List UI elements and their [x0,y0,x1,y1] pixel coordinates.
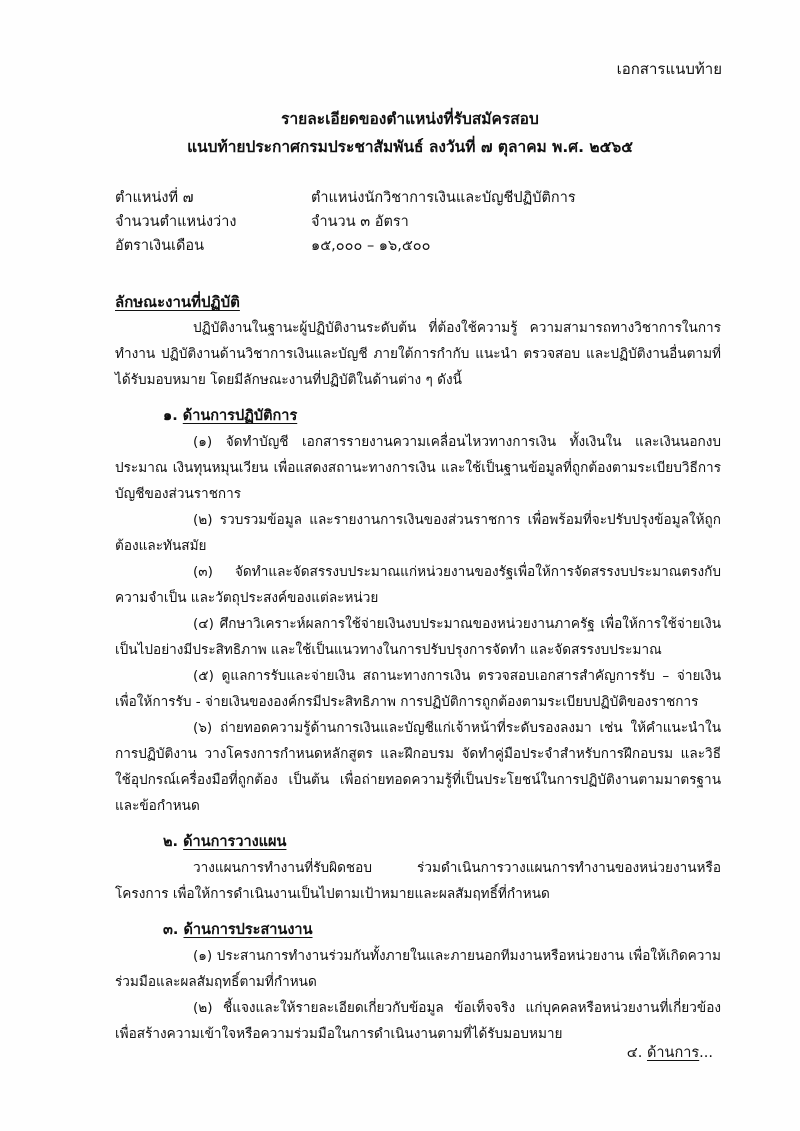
position-info-row [115,210,576,234]
list-item: วางแผนการทำงานที่รับผิดชอบ ร่วมดำเนินการวางแผนการทำงานของหน่วยงานหรือโครงการ เพื่อให้การดำเนินงานเป็นไปตามเป้าหมายและผลสัมฤทธิ์ที่กำหนด [115,860,721,902]
job-nature-heading: ลักษณะงานที่ปฏิบัติ [115,293,240,311]
list-item: (๖) ถ่ายทอดความรู้ด้านการเงินและบัญชีแก่เจ้าหน้าที่ระดับรองลงมา เช่น ให้คำแนะนำในการปฏิบัติงาน วางโครงการกำหนดหลักสูตร และฝึกอบรม จัดทำคู่มือประจำสำหรับการฝึกอบรม และวิธีใช้อุปกรณ์เครื่องมือที่ถูกต้อง เป็นต้น เพื่อถ่ายทอดความรู้ที่เป็นประโยชน์ในการปฏิบัติงานตามมาตรฐาน และข้อกำหนด [115,720,721,814]
continued-number: ๔. [626,1045,643,1061]
continued-next-page [627,1041,713,1064]
list-item: (๒) รวบรวมข้อมูล และรายงานการเงินของส่วนราชการ เพื่อพร้อมที่จะปรับปรุงข้อมูลให้ถูกต้องและทันสมัย [115,512,721,554]
section-heading-coordination [115,917,721,943]
salary-label: อัตราเงินเดือน [115,238,204,254]
document-subtitle: แนบท้ายประกาศกรมประชาสัมพันธ์ ลงวันที่ ๗ ตุลาคม พ.ศ. ๒๕๖๕ [187,138,633,156]
list-item: (๓) จัดทำและจัดสรรงบประมาณแก่หน่วยงานของรัฐเพื่อให้การจัดสรรงบประมาณตรงกับความจำเป็น และวัตถุประสงค์ของแต่ละหน่วย [115,564,721,606]
salary-range: ๑๕,๐๐๐ – ๑๖,๕๐๐ [311,238,431,254]
job-nature-intro: ปฏิบัติงานในฐานะผู้ปฏิบัติงานระดับต้น ที่ต้องใช้ความรู้ ความสามารถทางวิชาการในการทำงาน ปฏิบัติงานด้านวิชาการเงินและบัญชี ภายใต้การกำกับ แนะนำ ตรวจสอบ และปฏิบัติงานอื่นตามที่ได้รับมอบหมาย โดยมีลักษณะงานที่ปฏิบัติในด้านต่าง ๆ ดังนี้ [115,320,721,388]
list-item: (๕) ดูแลการรับและจ่ายเงิน สถานะทางการเงิน ตรวจสอบเอกสารสำคัญการรับ – จ่ายเงิน เพื่อให้การรับ - จ่ายเงินขององค์กรมีประสิทธิภาพ การปฏิบัติการถูกต้องตามระเบียบปฏิบัติของราชการ [115,668,721,710]
list-item: (๑) จัดทำบัญชี เอกสารรายงานความเคลื่อนไหวทางการเงิน ทั้งเงินใน และเงินนอกงบประมาณ เงินทุนหมุนเวียน เพื่อแสดงสถานะทางการเงิน และใช้เป็นฐานข้อมูลที่ถูกต้องตามระเบียบวิธีการบัญชีของส่วนราชการ [115,434,721,502]
document-title: รายละเอียดของตำแหน่งที่รับสมัครสอบ [281,110,539,128]
position-info [115,186,576,258]
vacancy-count: จำนวน ๓ อัตรา [311,214,409,230]
section-label: ด้านการวางแผน [183,834,287,850]
position-name: ตำแหน่งนักวิชาการเงินและบัญชีปฏิบัติการ [311,190,576,206]
position-info-row [115,186,576,210]
section-number: ๒. [163,834,179,850]
section-number: ๑. [163,408,178,424]
list-item: (๑) ประสานการทำงานร่วมกันทั้งภายในและภายนอกทีมงานหรือหน่วยงาน เพื่อให้เกิดความร่วมมือและผลสัมฤทธิ์ตามที่กำหนด [115,948,721,990]
position-info-row [115,234,576,258]
document-body [115,289,721,1047]
continued-ellipsis: ... [699,1045,713,1061]
annex-label: เอกสารแนบท้าย [616,60,722,78]
vacancy-label: จำนวนตำแหน่งว่าง [115,214,237,230]
section-label: ด้านการประสานงาน [183,922,313,938]
section-heading-operations [115,403,721,429]
section-number: ๓. [163,922,179,938]
section-label: ด้านการปฏิบัติการ [182,408,298,424]
list-item: (๒) ชี้แจงและให้รายละเอียดเกี่ยวกับข้อมูล ข้อเท็จจริง แก่บุคคลหรือหน่วยงานที่เกี่ยวข้องเพื่อสร้างความเข้าใจหรือความร่วมมือในการดำเนินงานตามที่ได้รับมอบหมาย [115,1000,721,1042]
continued-label: ด้านการ [646,1045,700,1061]
section-heading-planning [115,829,721,855]
list-item: (๔) ศึกษาวิเคราะห์ผลการใช้จ่ายเงินงบประมาณของหน่วยงานภาครัฐ เพื่อให้การใช้จ่ายเงินเป็นไปอย่างมีประสิทธิภาพ และใช้เป็นแนวทางในการปรับปรุงการจัดทำ และจัดสรรงบประมาณ [115,616,721,658]
position-number-label: ตำแหน่งที่ ๗ [115,190,194,206]
